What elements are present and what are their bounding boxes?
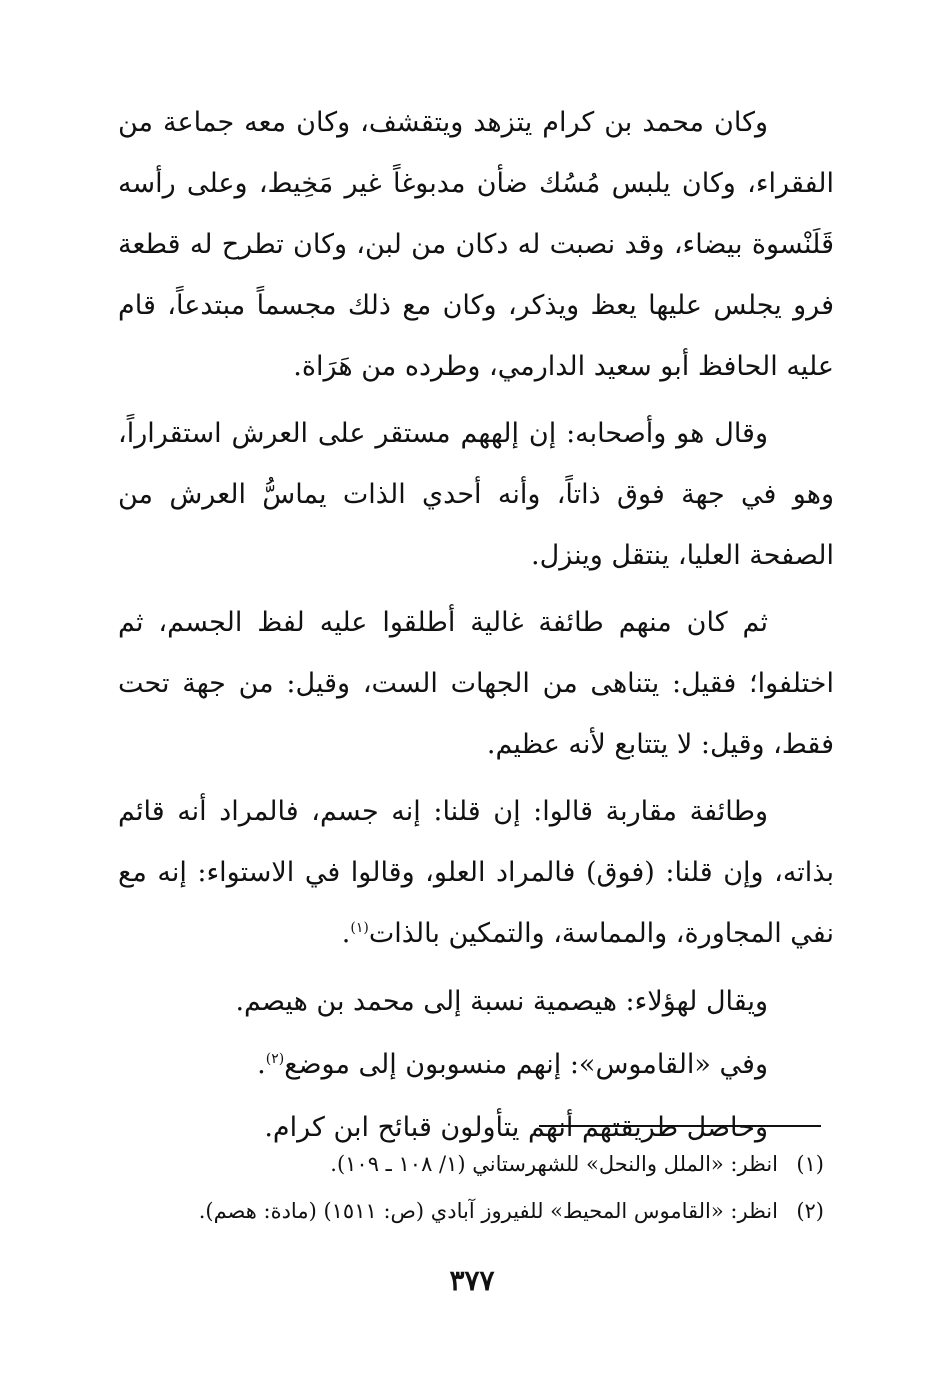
line-haysamiyya: ويقال لهؤلاء: هيصمية نسبة إلى محمد بن هيصم.	[235, 986, 768, 1017]
footnote-separator	[539, 1125, 821, 1127]
footnote-2-number: (٢)	[796, 1199, 824, 1223]
line-qamus	[118, 1033, 834, 1096]
paragraph-3: ثم كان منهم طائفة غالية أطلقوا عليه لفظ الجسم، ثم اختلفوا؛ فقيل: يتناهى من الجهات الست، وقيل: من جهة تحت فقط، وقيل: لا يتتابع لأنه عظيم.	[118, 607, 834, 760]
main-text	[118, 92, 834, 1159]
footnote-1-number: (١)	[796, 1152, 824, 1176]
paragraph-2: وقال هو وأصحابه: إن إلههم مستقر على العرش استقراراً، وهو في جهة فوق ذاتاً، وأنه أحدي الذات يماسُّ العرش من الصفحة العليا، ينتقل وينزل.	[118, 418, 834, 571]
line-qamus-end: .	[257, 1049, 266, 1080]
footnotes	[118, 1141, 824, 1235]
footnote-ref-2: (٢)	[265, 1051, 285, 1067]
footnote-ref-1: (١)	[350, 920, 369, 936]
page-number: ٣٧٧	[449, 1264, 495, 1297]
paragraph-4-end: .	[341, 918, 351, 949]
paragraph-1: وكان محمد بن كرام يتزهد ويتقشف، وكان معه جماعة من الفقراء، وكان يلبس مُسُك ضأن مدبوغاً غير مَخِيط، وعلى رأسه قَلَنْسوة بيضاء، وقد نصبت له دكان من لبن، وكان تطرح له قطعة فرو يجلس عليها يعظ ويذكر، وكان مع ذلك مجسماً مبتدعاً، قام عليه الحافظ أبو سعيد الدارمي، وطرده من هَرَاة.	[118, 107, 834, 382]
footnote-1-text: انظر: «الملل والنحل» للشهرستاني (١/ ١٠٨ ـ ١٠٩).	[330, 1152, 778, 1176]
line-qamus-text: وفي «القاموس»: إنهم منسوبون إلى موضع	[284, 1049, 768, 1080]
footnote-1	[118, 1141, 824, 1188]
footnote-2-text: انظر: «القاموس المحيط» للفيروز آبادي (ص: ١٥١١) (مادة: هصم).	[198, 1199, 778, 1223]
footnote-2	[118, 1188, 824, 1235]
paragraph-4	[118, 781, 834, 964]
paragraph-4-text: وطائفة مقاربة قالوا: إن قلنا: إنه جسم، فالمراد أنه قائم بذاته، وإن قلنا: (فوق) فالمراد العلو، وقالوا في الاستواء: إنه مع نفي المجاورة، والمماسة، والتمكين بالذات	[118, 796, 834, 949]
line-summary: وحاصل طريقتهم أنهم يتأولون قبائح ابن كرام.	[264, 1112, 768, 1143]
